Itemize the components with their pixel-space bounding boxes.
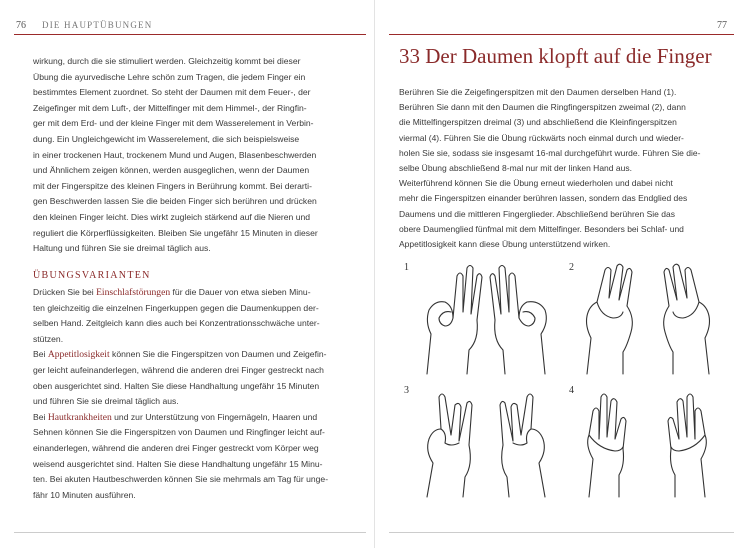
text-line: Weiterführend können Sie die Übung erneut wiederholen und dabei nicht xyxy=(399,178,673,189)
text-line: oben ausgerichtet sind. Halten Sie diese Handhaltung ungefähr 15 Minuten xyxy=(33,380,320,391)
page-number-left: 76 xyxy=(16,20,26,31)
intro-paragraph xyxy=(33,54,345,257)
hand-mudra-ring-icon xyxy=(575,262,725,377)
section-title: ÜBUNGSVARIANTEN xyxy=(33,270,151,281)
text-line: ten. Bei akuten Hautbeschwerden können Sie sie mehrmals am Tag für unge- xyxy=(33,474,329,485)
text-line: mehr die Fingerspitzen einander berühren lassen, sondern das Endglied des xyxy=(399,193,688,204)
header-rule-right xyxy=(389,34,734,35)
text-line: selben Hand. Zeitgleich kann dies auch bei Konzentrationsschwäche unter- xyxy=(33,318,320,329)
exercise-description xyxy=(399,85,722,252)
text-line: ger mit dem Erd- und der kleine Finger mit dem Wasserelement in Verbin- xyxy=(33,118,314,129)
text-line: dung. Ein Ungleichgewicht im Wasserelement, die sich beispielsweise xyxy=(33,133,300,144)
keyword-appetitlosigkeit: Appetitlosigkeit xyxy=(47,349,110,361)
text-line: reguliert die Körperflüssigkeiten. Bleiben Sie ungefähr 15 Minuten in dieser xyxy=(33,227,318,238)
text-line: Appetitlosigkeit kann diese Übung unterstützend wirken. xyxy=(399,239,611,250)
text-line: Berühren Sie die Zeigefingerspitzen mit den Daumen derselben Hand (1). xyxy=(399,87,677,97)
text-line: den kleinen Finger leicht. Dies wirkt zugleich stärkend auf die Nieren und xyxy=(33,211,311,222)
text-line xyxy=(33,410,345,426)
text-line: Übung die ayurvedische Lehre schön zum Tragen, die jedem Finger ein xyxy=(33,71,306,82)
text-fragment: Bei xyxy=(33,411,48,422)
keyword-hautkrankheiten: Hautkrankheiten xyxy=(47,411,112,423)
figure-number-4: 4 xyxy=(569,385,574,396)
text-line: selbe Übung abschließend 8-mal nur mit der linken Hand aus. xyxy=(399,163,632,174)
figure-number-1: 1 xyxy=(404,262,409,273)
text-line: bestimmtes Element zuordnet. So steht der Daumen mit dem Feuer-, der xyxy=(33,87,311,98)
text-line: holen Sie sie, sodass sie insgesamt 16-mal durchgeführt wurde. Führen Sie die- xyxy=(399,147,701,158)
text-line: Zeigefinger mit dem Luft-, der Mittelfinger mit dem Himmel-, der Ringfin- xyxy=(33,102,307,113)
figure-number-3: 3 xyxy=(404,385,409,396)
text-line: mit der Fingerspitze des kleinen Fingers in Berührung kommt. Bei derarti- xyxy=(33,180,312,191)
text-fragment: für die Dauer von etwa sieben Minu- xyxy=(170,287,311,297)
text-line: gen Beschwerden lassen Sie die beiden Finger sich berühren und drücken xyxy=(33,196,317,207)
text-line: und führen Sie sie dreimal täglich aus. xyxy=(33,396,179,407)
text-line: die Mittelfingerspitzen dreimal (3) und abschließend die Kleinfingerspitzen xyxy=(399,117,677,128)
text-line: und Ähnlichem zeigen können, werden ausgeglichen, wenn der Daumen xyxy=(33,165,310,176)
text-line: wirkung, durch die sie stimuliert werden. Gleichzeitig kommt bei dieser xyxy=(33,56,301,66)
exercise-title: 33 Der Daumen klopft auf die Finger xyxy=(399,44,712,68)
keyword-einschlafstoerungen: Einschlafstörungen xyxy=(96,287,171,298)
text-line: stützen. xyxy=(33,333,64,344)
text-line: Sehnen können Sie die Fingerspitzen von Daumen und Ringfinger leicht auf- xyxy=(33,427,325,438)
variants-text xyxy=(33,285,345,503)
text-line: einanderlegen, während die anderen drei Finger gestreckt vom Körper weg xyxy=(33,442,319,453)
text-line: viermal (4). Führen Sie die Übung rückwärts noch einmal durch und wieder- xyxy=(399,132,684,143)
text-line: in einer trockenen Haut, trockenem Mund und Augen, Blasenbeschwerden xyxy=(33,149,317,160)
text-line xyxy=(33,285,345,301)
text-fragment: Drücken Sie bei xyxy=(33,287,97,297)
text-line: Haltung und führen Sie sie dreimal täglich aus. xyxy=(33,243,211,254)
text-line xyxy=(33,347,345,363)
text-line: Berühren Sie dann mit den Daumen die Ringfingerspitzen zweimal (2), dann xyxy=(399,102,686,113)
hand-mudra-index-icon xyxy=(413,262,563,377)
text-line: Daumens und die mittleren Fingerglieder. Abschließend berühren Sie das xyxy=(399,208,675,219)
bottom-rule-left xyxy=(14,532,366,533)
text-fragment: können Sie die Fingerspitzen von Daumen und Zeigefin- xyxy=(109,349,327,360)
text-fragment: Bei xyxy=(33,349,48,360)
text-line: obere Daumenglied fünfmal mit dem Mittelfinger. Besonders bei Schlaf- und xyxy=(399,223,684,234)
text-fragment: und zur Unterstützung von Fingernägeln, Haaren und xyxy=(111,411,318,422)
bottom-rule-right xyxy=(389,532,734,533)
text-line: ger leicht aufeinanderlegen, während die anderen drei Finger gestreckt nach xyxy=(33,364,324,375)
text-line: ten gleichzeitig die einzelnen Fingerkuppen gegen die Daumenkuppen der- xyxy=(33,302,319,313)
hand-mudra-little-icon xyxy=(575,385,725,500)
header-rule-left xyxy=(14,34,366,35)
figure-number-2: 2 xyxy=(569,262,574,273)
text-line: fähr 10 Minuten ausführen. xyxy=(33,489,136,500)
right-page xyxy=(375,0,750,548)
hand-mudra-middle-icon xyxy=(413,385,563,500)
text-line: weisend ausgerichtet sind. Halten Sie diese Handhaltung ungefähr 15 Minu- xyxy=(33,458,323,469)
page-number-right: 77 xyxy=(717,20,727,31)
running-head: DIE HAUPTÜBUNGEN xyxy=(42,20,153,30)
